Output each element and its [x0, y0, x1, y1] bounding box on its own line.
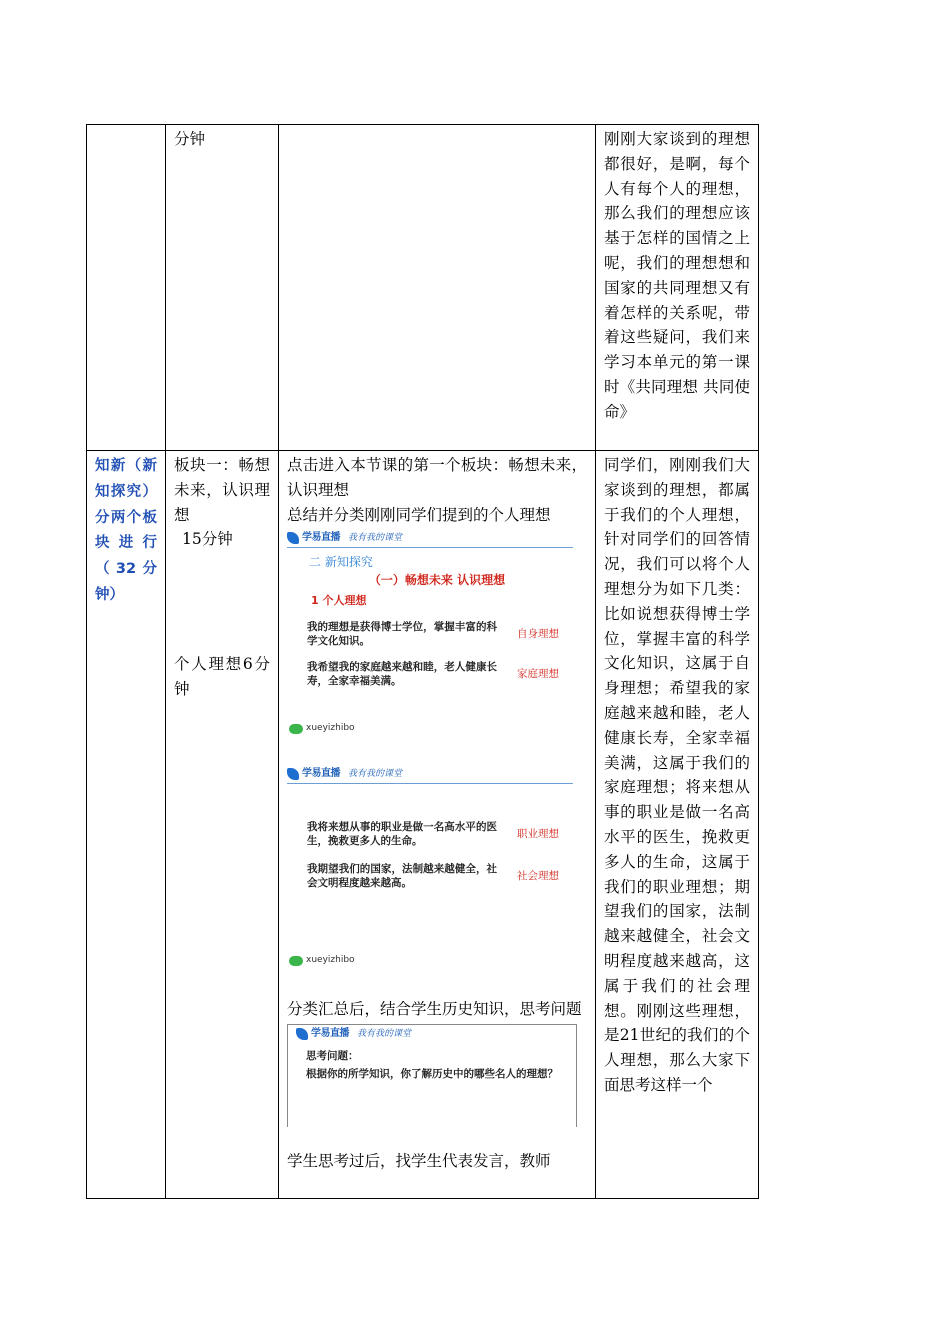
stage-label: 知新（新知探究）分两个板块进行（32分钟） [95, 458, 157, 603]
wechat-label: xueyizhibo [289, 716, 587, 741]
table-row [87, 451, 759, 1199]
module-time: 15分钟 [182, 530, 233, 549]
wechat-icon [289, 956, 303, 966]
list-item: 我的理想是获得博士学位，掌握丰富的科学文化知识。 自身理想 [307, 621, 559, 648]
stage-cell [87, 125, 166, 451]
activity-intro: 点击进入本节课的第一个板块：畅想未来，认识理想 [287, 456, 587, 499]
slide-image-1 [287, 529, 587, 761]
slide-image-3: 学易直播 我有我的课堂 思考问题： 根据你的所学知识，你了解历史中的哪些名人的理想？ [287, 1024, 577, 1127]
activity-summary: 总结并分类刚刚同学们提到的个人理想 [287, 505, 551, 524]
table-row [87, 125, 759, 451]
time-cell [166, 125, 279, 451]
wechat-label: xueyizhibo [289, 948, 587, 973]
wechat-icon [289, 724, 303, 734]
activity-cell [279, 125, 596, 451]
slide-question-title: 思考问题： [306, 1050, 359, 1063]
module-name: 板块一：畅想未来，认识理想 [174, 456, 270, 524]
intent-cell [596, 451, 759, 1199]
logo-icon [296, 1028, 308, 1040]
sub-module-name: 个人理想6分钟 [174, 655, 270, 698]
time-cell [166, 451, 279, 1199]
slide-motto: 我有我的课堂 [348, 533, 403, 543]
slide-item-title: 1 个人理想 [311, 594, 367, 608]
slide-section-title: （一）畅想未来 认识理想 [368, 573, 506, 588]
slide-image-2: 学易直播 我有我的课堂 我将来想从事的职业是做一名高水平的医生，挽救更多人的生命。 职业理想 我期望我们的国家，法制越来越健全，社会文明程度越来越高。 社会理想 xueyizhibo [287, 765, 587, 993]
activity-end: 学生思考过后，找学生代表发言，教师 [287, 1152, 551, 1171]
list-item: 我期望我们的国家，法制越来越健全，社会文明程度越来越高。 社会理想 [307, 863, 559, 890]
list-item: 我将来想从事的职业是做一名高水平的医生，挽救更多人的生命。 职业理想 [307, 821, 559, 848]
intent-cell [596, 125, 759, 451]
list-item: 我希望我的家庭越来越和睦，老人健康长寿，全家幸福美满。 家庭理想 [307, 661, 559, 688]
activity-think: 分类汇总后，结合学生历史知识，思考问题 [287, 1000, 582, 1019]
time-text: 分钟 [174, 130, 206, 148]
slide-subtitle: 二 新知探究 [309, 555, 373, 570]
slide-question-text: 根据你的所学知识，你了解历史中的哪些名人的理想？ [306, 1068, 558, 1081]
logo-icon [287, 768, 299, 780]
lesson-plan-table [86, 124, 759, 1199]
intent-text: 同学们，刚刚我们大家谈到的理想，都属于我们的个人理想，针对同学们的回答情况，我们可以将个人理想分为如下几类：比如说想获得博士学位，掌握丰富的科学文化知识，这属于自身理想；希望我的家庭越来越和睦，老人健康长寿，全家幸福美满，这属于我们的家庭理想；将来想从事的职业是做一名高水平的医生，挽救更多人的生命，这属于我们的职业理想；期望我们的国家，法制越来越健全，社会文明程度越来越高，这属于我们的社会理想。刚刚这些理想，是21世纪的我们的个人理想，那么大家下面思考这样一个 [604, 456, 750, 1094]
slide-brand: 学易直播 [302, 532, 340, 543]
logo-icon [287, 532, 299, 544]
activity-cell [279, 451, 596, 1199]
intent-text: 刚刚大家谈到的理想都很好，是啊，每个人有每个人的理想，那么我们的理想应该基于怎样的国情之上呢，我们的理想想和国家的共同理想又有着怎样的关系呢，带着这些疑问，我们来学习本单元的第一课时《共同理想 共同使命》 [604, 130, 750, 421]
stage-cell [87, 451, 166, 1199]
